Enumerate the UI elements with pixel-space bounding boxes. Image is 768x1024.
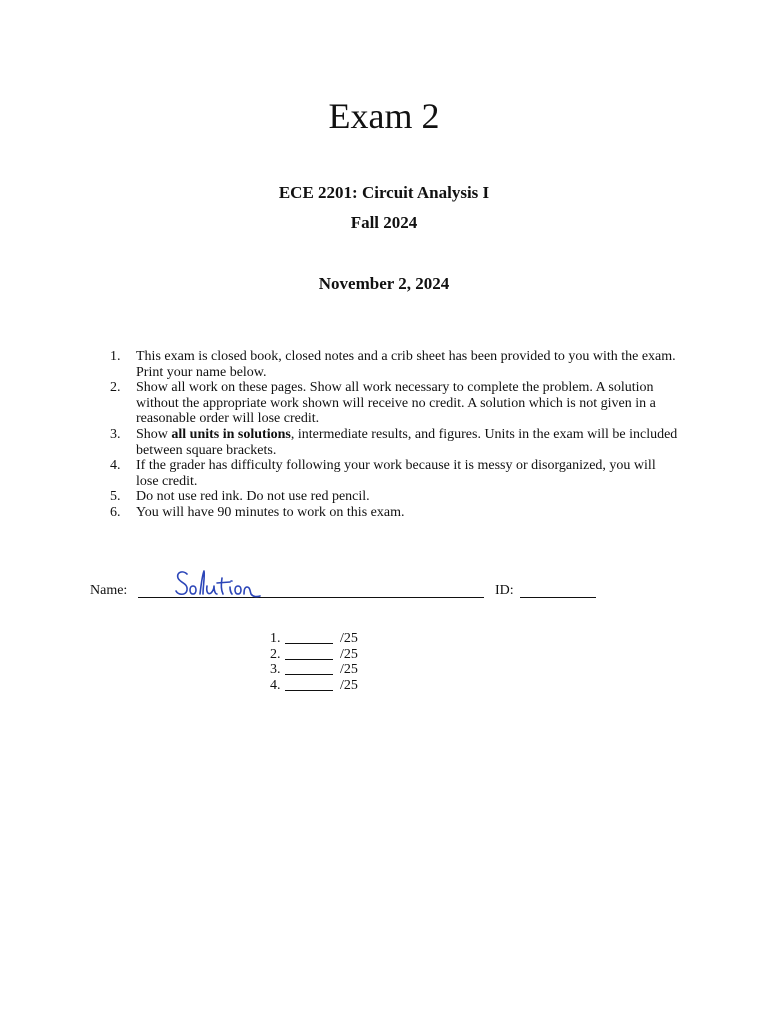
instruction-text-bold: all units in solutions (171, 426, 291, 442)
instruction-text: Show all work on these pages. Show all work necessary to complete the problem. A solution without the appropriate work shown will receive no credit. A solution which is not given in a reasonable order will lose credit. (136, 380, 656, 427)
course-name: ECE 2201: Circuit Analysis I (278, 183, 490, 202)
score-max: /25 (340, 677, 358, 693)
instruction-number: 6. (110, 504, 121, 520)
instruction-text-pre: Show (136, 426, 172, 442)
score-blank[interactable] (285, 690, 333, 691)
score-blank[interactable] (285, 643, 333, 644)
instruction-text: You will have 90 minutes to work on this exam. (136, 504, 405, 520)
instruction-number: 5. (110, 489, 121, 505)
name-label: Name: (90, 583, 128, 598)
exam-title: Exam 2 (328, 96, 440, 136)
score-blank[interactable] (285, 659, 333, 660)
instruction-number: 4. (110, 458, 121, 474)
term: Fall 2024 (350, 213, 418, 232)
instruction-item (110, 380, 680, 427)
instruction-number: 2. (110, 380, 121, 396)
instruction-number: 3. (110, 426, 121, 442)
score-number: 2. (270, 646, 281, 662)
instruction-item (110, 489, 680, 505)
score-number: 1. (270, 631, 281, 646)
instruction-number: 1. (110, 349, 121, 364)
instructions-list (110, 349, 680, 521)
signature-strokes (176, 571, 260, 597)
exam-date: November 2, 2024 (318, 274, 450, 293)
score-number: 3. (270, 662, 281, 678)
score-blank[interactable] (285, 674, 333, 675)
instruction-item (110, 505, 680, 521)
instruction-text: Do not use red ink. Do not use red pencil. (136, 489, 370, 505)
instruction-item (110, 349, 680, 380)
instruction-item (110, 427, 680, 458)
instruction-text: This exam is closed book, closed notes and a crib sheet has been provided to you with the exam. Print your name below. (136, 349, 676, 380)
id-label: ID: (495, 583, 514, 598)
score-max: /25 (340, 631, 358, 646)
instruction-item (110, 458, 680, 489)
handwritten-name-signature (174, 566, 264, 602)
instruction-text: If the grader has difficulty following your work because it is messy or disorganized, you will lose credit. (136, 458, 656, 489)
score-max: /25 (340, 646, 358, 662)
score-number: 4. (270, 677, 281, 693)
id-input-line[interactable] (520, 597, 596, 598)
score-max: /25 (340, 662, 358, 678)
instruction-text-post: , intermediate results, and figures. Units in the exam will be included between square brackets. (136, 426, 678, 458)
